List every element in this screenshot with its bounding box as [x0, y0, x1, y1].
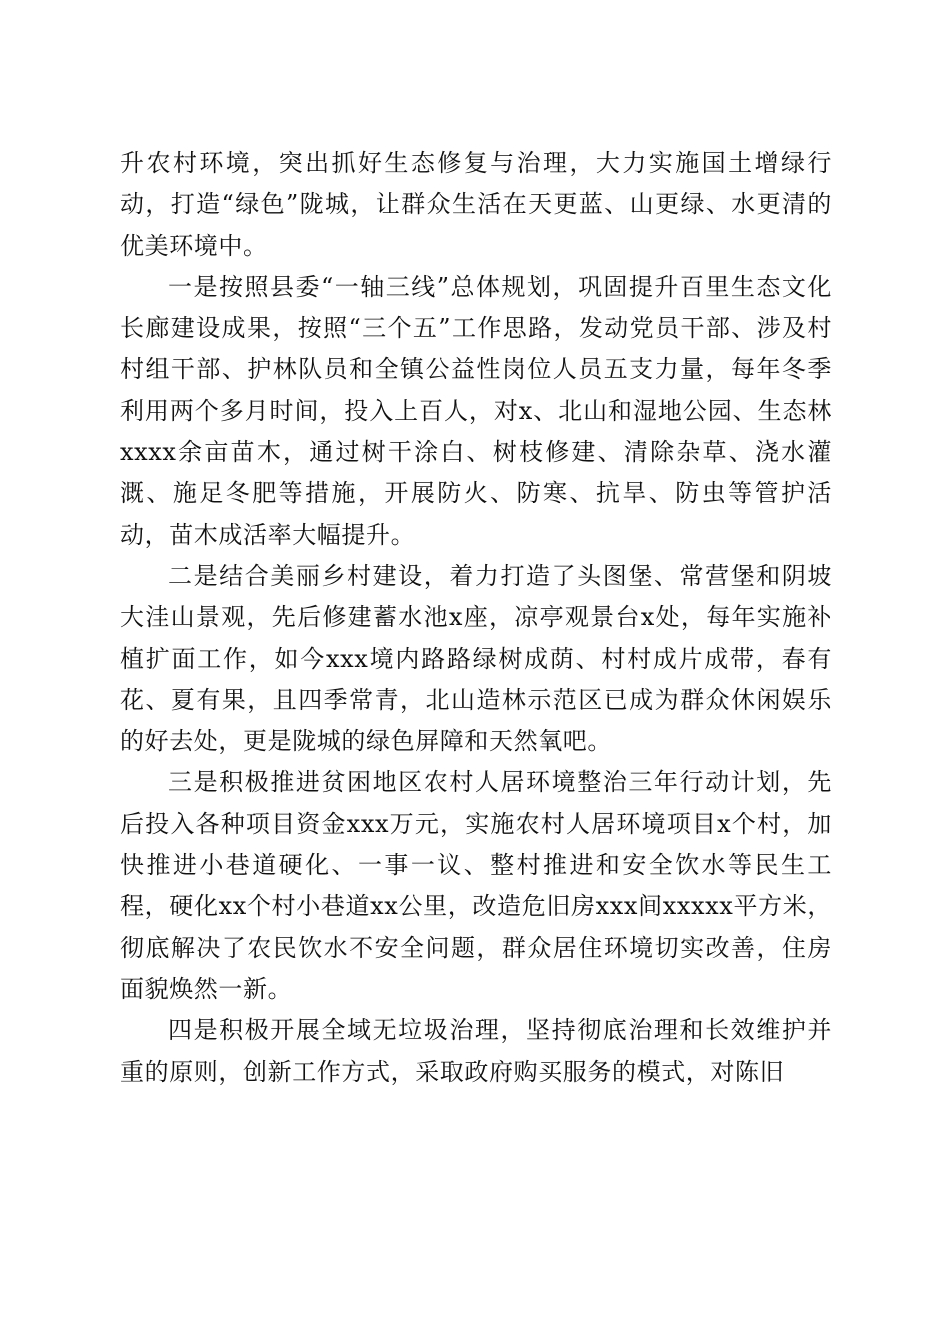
paragraph-two: 二是结合美丽乡村建设，着力打造了头图堡、常营堡和阴坡大洼山景观，先后修建蓄水池x座，凉亭观景台x处，每年实施补植扩面工作，如今xxx境内路路绿树成荫、村村成片成带，春有花、夏有果，且四季常青，北山造林示范区已成为群众休闲娱乐的好去处，更是陇城的绿色屏障和天然氧吧。 — [120, 561, 832, 756]
paragraph-four: 四是积极开展全域无垃圾治理，坚持彻底治理和长效维护并重的原则，创新工作方式，采取政府购买服务的模式，对陈旧 — [120, 1016, 832, 1086]
paragraph-one: 一是按照县委“一轴三线”总体规划，巩固提升百里生态文化长廊建设成果，按照“三个五”工作思路，发动党员干部、涉及村村组干部、护林队员和全镇公益性岗位人员五支力量，每年冬季利用两个多月时间，投入上百人，对x、北山和湿地公园、生态林xxxx余亩苗木，通过树干涂白、树枝修建、清除杂草、浇水灌溉、施足冬肥等措施，开展防火、防寒、抗旱、防虫等管护活动，苗木成活率大幅提升。 — [120, 272, 832, 549]
paragraph-three: 三是积极推进贫困地区农村人居环境整治三年行动计划，先后投入各种项目资金xxx万元，实施农村人居环境项目x个村，加快推进小巷道硬化、一事一议、整村推进和安全饮水等民生工程，硬化xx个村小巷道xx公里，改造危旧房xxx间xxxxx平方米，彻底解决了农民饮水不安全问题，群众居住环境切实改善，住房面貌焕然一新。 — [120, 768, 832, 1003]
paragraph-continuation: 升农村环境，突出抓好生态修复与治理，大力实施国土增绿行动，打造“绿色”陇城，让群众生活在天更蓝、山更绿、水更清的优美环境中。 — [120, 149, 832, 260]
document-body — [120, 143, 832, 1093]
